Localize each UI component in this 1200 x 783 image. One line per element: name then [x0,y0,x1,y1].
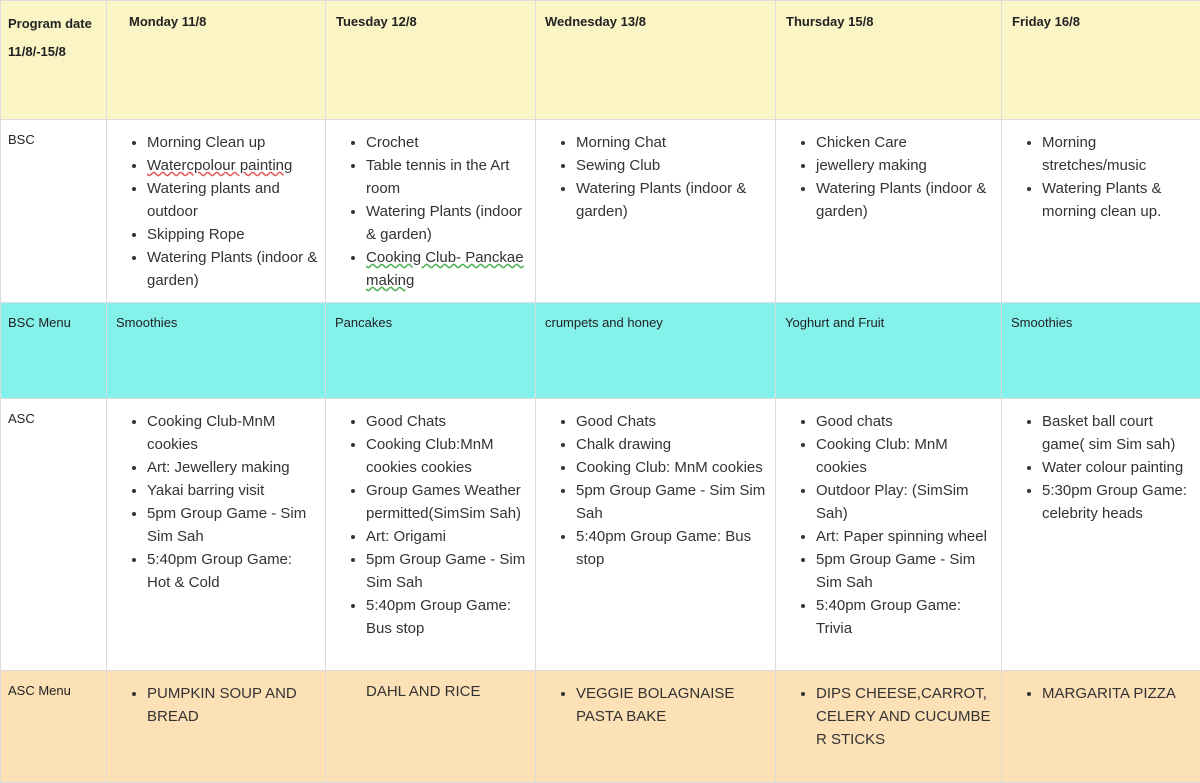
list-item: • 5pm Group Game - Sim Sim Sah [816,548,995,594]
asc-menu-monday [107,671,326,783]
list-item: • Chalk drawing [576,433,769,456]
asc-menu-wednesday [536,671,776,783]
bsc-menu-row [1,303,1200,399]
list-item: • Cooking Club: MnM cookies [576,456,769,479]
activity-list [536,120,775,223]
list-item: • Basket ball court game( sim Sim sah) [1042,410,1194,456]
header-row [1,1,1200,120]
list-item: • Cooking Club: MnM cookies [816,433,995,479]
list-item: • Morning Chat [576,131,769,154]
program-date-label: Program date [8,14,106,34]
activity-list [1002,120,1200,223]
asc-monday-cell [107,399,326,671]
bsc-menu-wednesday: crumpets and honey [536,303,776,399]
list-item: • Group Games Weather permitted(SimSim Sah) [366,479,529,525]
asc-menu-tuesday [326,671,536,783]
list-item: • MARGARITA PIZZA [1042,682,1194,705]
activity-list [776,399,1001,640]
asc-menu-thursday [776,671,1002,783]
menu-list [107,671,325,728]
list-item: • 5pm Group Game - Sim Sim Sah [147,502,319,548]
list-item: • Chicken Care [816,131,995,154]
menu-list [1002,671,1200,705]
list-item: • 5:40pm Group Game: Hot & Cold [147,548,319,594]
row-label-asc-menu: ASC Menu [1,671,107,783]
asc-menu-row [1,671,1200,783]
day-header-friday: Friday 16/8 [1002,1,1200,120]
activity-list [326,120,535,292]
list-item: • jewellery making [816,154,995,177]
list-item: • Table tennis in the Art room [366,154,529,200]
list-item: • 5:40pm Group Game: Bus stop [366,594,529,640]
list-item: • Watering Plants (indoor & garden) [147,246,319,292]
list-item: • Watering Plants & morning clean up. [1042,177,1194,223]
asc-row [1,399,1200,671]
activity-list [536,399,775,571]
list-item: • Watering Plants (indoor & garden) [816,177,995,223]
menu-list [536,671,775,728]
list-item: • 5:40pm Group Game: Trivia [816,594,995,640]
day-header-monday: Monday 11/8 [107,1,326,120]
list-item: • 5pm Group Game - Sim Sim Sah [366,548,529,594]
list-item: • Good Chats [366,410,529,433]
asc-menu-friday [1002,671,1200,783]
list-item: • VEGGIE BOLAGNAISE PASTA BAKE [576,682,769,728]
list-item: • Water colour painting [1042,456,1194,479]
bsc-menu-friday: Smoothies [1002,303,1200,399]
activity-list [776,120,1001,223]
row-label-bsc-menu: BSC Menu [1,303,107,399]
list-item: • Good Chats [576,410,769,433]
list-item: • Skipping Rope [147,223,319,246]
program-date-range: 11/8/-15/8 [8,42,106,62]
bsc-menu-monday: Smoothies [107,303,326,399]
list-item: • Watering plants and outdoor [147,177,319,223]
list-item: • Yakai barring visit [147,479,319,502]
asc-thursday-cell [776,399,1002,671]
list-item: • Good chats [816,410,995,433]
list-item: • Watering Plants (indoor & garden) [366,200,529,246]
list-item: • Art: Origami [366,525,529,548]
bsc-thursday-cell [776,120,1002,303]
list-item: • Watercpolour painting [147,154,319,177]
activity-list [107,120,325,292]
list-item: • PUMPKIN SOUP AND BREAD [147,682,319,728]
asc-wednesday-cell [536,399,776,671]
activity-list [107,399,325,594]
list-item: • Outdoor Play: (SimSim Sah) [816,479,995,525]
bsc-tuesday-cell [326,120,536,303]
list-item: • Sewing Club [576,154,769,177]
bsc-row [1,120,1200,303]
list-item: • DIPS CHEESE,CARROT,CELERY AND CUCUMBER STICKS [816,682,995,751]
asc-friday-cell [1002,399,1200,671]
list-item: • 5pm Group Game - Sim Sim Sah [576,479,769,525]
list-item: • Cooking Club- Panckae making [366,246,529,292]
list-item: • Art: Jewellery making [147,456,319,479]
bsc-monday-cell [107,120,326,303]
row-label-bsc: BSC [1,120,107,303]
list-item: • Morning stretches/music [1042,131,1194,177]
menu-text: DAHL AND RICE [326,671,535,703]
day-header-thursday: Thursday 15/8 [776,1,1002,120]
asc-tuesday-cell [326,399,536,671]
program-date-cell [1,1,107,120]
menu-list [776,671,1001,751]
activity-list [1002,399,1200,525]
list-item: • Art: Paper spinning wheel [816,525,995,548]
bsc-menu-tuesday: Pancakes [326,303,536,399]
bsc-menu-thursday: Yoghurt and Fruit [776,303,1002,399]
list-item: • Watering Plants (indoor & garden) [576,177,769,223]
bsc-friday-cell [1002,120,1200,303]
list-item: • 5:40pm Group Game: Bus stop [576,525,769,571]
list-item: • Morning Clean up [147,131,319,154]
bsc-wednesday-cell [536,120,776,303]
list-item: • Cooking Club:MnM cookies cookies [366,433,529,479]
list-item: • Cooking Club-MnM cookies [147,410,319,456]
day-header-wednesday: Wednesday 13/8 [536,1,776,120]
activity-list [326,399,535,640]
day-header-tuesday: Tuesday 12/8 [326,1,536,120]
row-label-asc: ASC [1,399,107,671]
list-item: • 5:30pm Group Game: celebrity heads [1042,479,1194,525]
list-item: • Crochet [366,131,529,154]
